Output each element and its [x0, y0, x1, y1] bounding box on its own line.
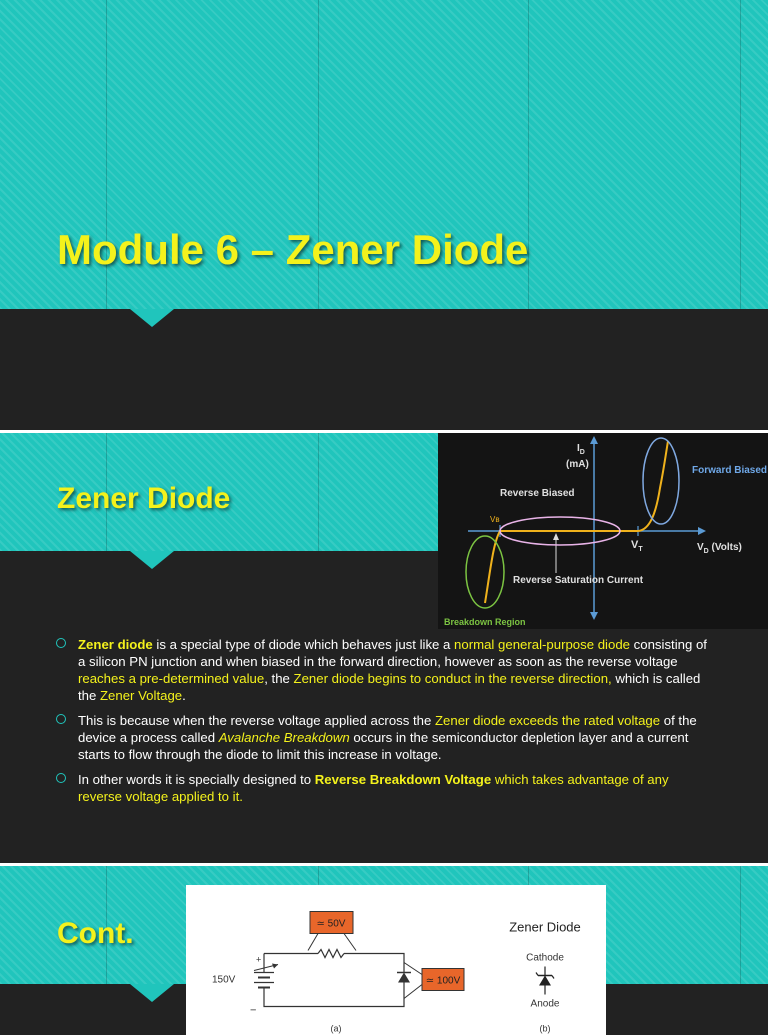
- source-voltage-label: 150V: [212, 974, 236, 986]
- zener-vi-characteristic-graph: [438, 433, 768, 629]
- bullet-circle-icon: [56, 773, 66, 783]
- caption-b: (b): [539, 1023, 551, 1034]
- bullet-text: Zener diode: [78, 637, 153, 652]
- bullet-text: occurs in the semiconductor depletion layer and a current starts to flow through the diode to limit this increase in voltage.: [78, 730, 689, 762]
- voltmeter-top-label: ≃ 50V: [316, 918, 346, 930]
- bullet-text: Zener diode begins to conduct in the reverse direction,: [293, 671, 612, 686]
- voltmeter-right-label: ≃ 100V: [425, 975, 461, 987]
- bullet-circle-icon: [56, 638, 66, 648]
- svg-text:VD (Volts): $V_D$ (Volts): [697, 542, 742, 555]
- bullet-text: consisting of a silicon PN junction and when biased in the forward direction, however as soon as the reverse voltage: [78, 637, 707, 669]
- bullet-text: Avalanche Breakdown: [218, 730, 350, 745]
- bullet-text: reaches a pre-determined value: [78, 671, 265, 686]
- cathode-label: Cathode: [526, 952, 564, 964]
- bullet-item: [56, 771, 716, 805]
- bullet-text: of the device a process called: [78, 713, 697, 745]
- plus-sign: +: [256, 954, 262, 965]
- anode-label: Anode: [530, 998, 560, 1010]
- slide-2-bullet-list: [56, 636, 716, 813]
- bullet-text: which takes advantage of any reverse voltage applied to it.: [78, 772, 669, 804]
- bullet-text: This is because when the reverse voltage applied across the: [78, 713, 435, 728]
- bullet-circle-icon: [56, 714, 66, 724]
- bullet-text: is a special type of diode which behaves just like a: [152, 637, 455, 652]
- zener-circuit-diagram: [186, 885, 606, 1035]
- bullet-text: Zener Voltage: [100, 688, 183, 703]
- bullet-text: Reverse Breakdown Voltage: [314, 772, 492, 787]
- svg-text:VT: $V_T$: [631, 539, 643, 553]
- y-axis-label: I: [577, 443, 580, 454]
- bullet-item: [56, 636, 716, 704]
- bullet-text: , the: [264, 671, 294, 686]
- x-axis-label: V: [697, 542, 704, 553]
- slide-1-title: Module 6 – Zener Diode: [57, 226, 529, 273]
- zener-diode-heading: Zener Diode: [509, 919, 581, 935]
- breakdown-voltage-label: Vʙ: [490, 515, 500, 524]
- svg-text:ID: $I_D$: [577, 443, 585, 456]
- header-notch: [130, 984, 174, 1002]
- bullet-text: which is called the: [78, 671, 701, 703]
- forward-biased-label: Forward Biased: [692, 465, 768, 476]
- slide-1: [0, 0, 768, 430]
- vt-label: V: [631, 539, 639, 551]
- bullet-text: .: [182, 688, 186, 703]
- slide-3-title: Cont.: [57, 917, 134, 950]
- reverse-saturation-label: Reverse Saturation Current: [513, 575, 644, 586]
- breakdown-region-label: Breakdown Region: [444, 617, 526, 627]
- bullet-text: Zener diode exceeds the rated voltage: [435, 713, 661, 728]
- reverse-biased-label: Reverse Biased: [500, 488, 575, 499]
- bullet-item: [56, 712, 716, 763]
- header-notch: [130, 551, 174, 569]
- slide-2-title: Zener Diode: [57, 482, 231, 515]
- bullet-text: normal general-purpose diode: [454, 637, 630, 652]
- caption-a: (a): [330, 1023, 342, 1034]
- header-notch: [130, 309, 174, 327]
- bullet-text: In other words it is specially designed to: [78, 772, 315, 787]
- minus-sign: −: [250, 1004, 257, 1017]
- y-axis-unit: (mA): [566, 459, 589, 470]
